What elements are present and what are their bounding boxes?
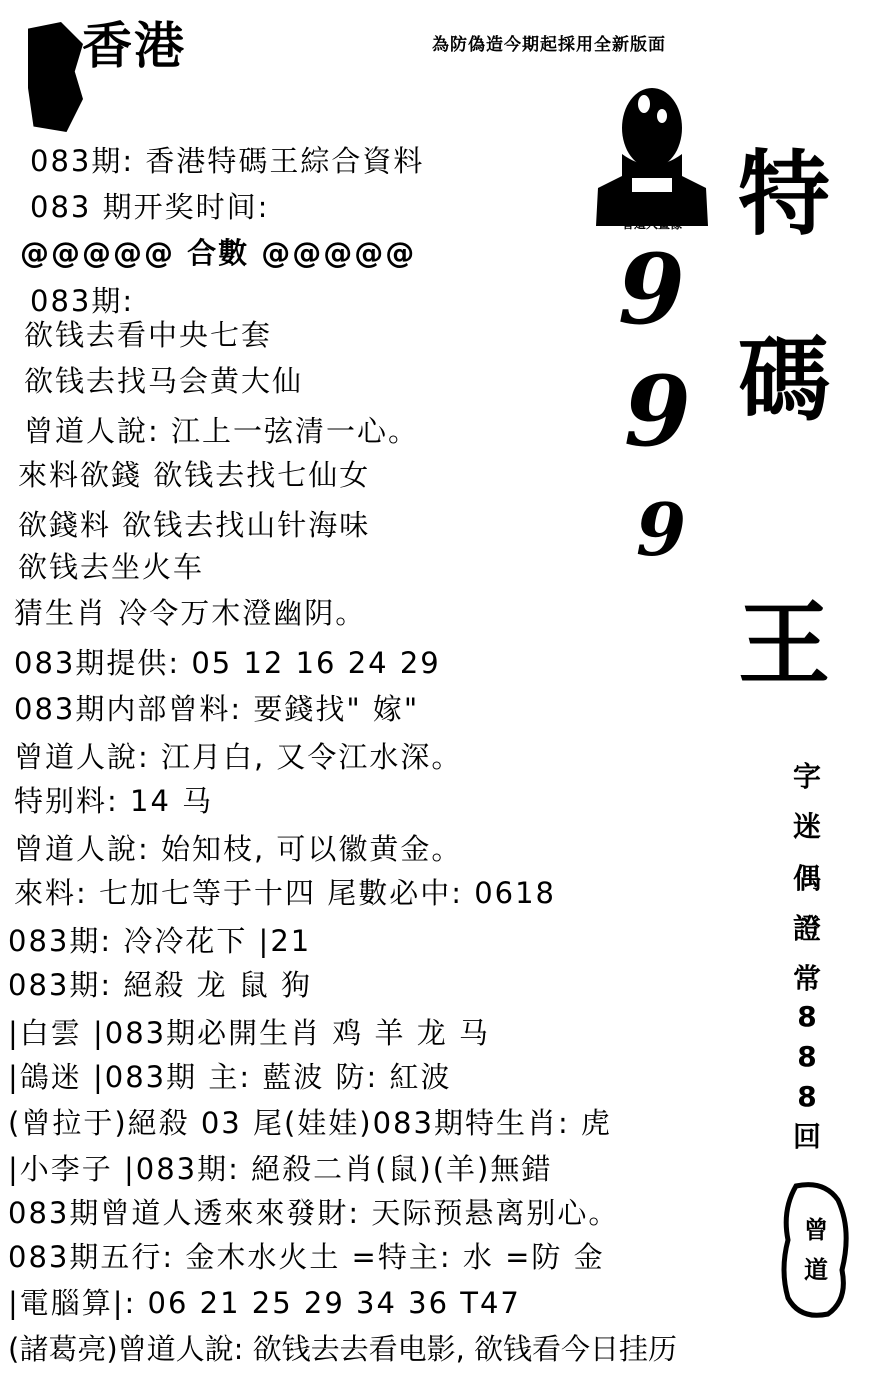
vertical-char-9: 回 [792, 1120, 821, 1153]
title-char-te: 特 [738, 141, 831, 248]
text-line-9: 欲錢料 欲钱去找山针海味 [18, 508, 371, 542]
vertical-char-2: 迷 [792, 810, 821, 843]
text-line-18: 083期: 冷冷花下 |21 [8, 924, 312, 958]
big-digit-1: 9 [618, 233, 685, 346]
title-char-wang: 王 [738, 591, 831, 698]
text-line-7: 曾道人說: 江上一弦清一心。 [24, 414, 419, 448]
vertical-char-1: 字 [792, 760, 821, 793]
vertical-char-8: 8 [797, 1080, 817, 1113]
text-line-4: 083期: [30, 284, 135, 318]
text-line-25: 083期五行: 金木水火土 =特主: 水 =防 金 [8, 1240, 605, 1274]
vertical-char-7: 8 [797, 1040, 817, 1073]
text-line-8: 來料欲錢 欲钱去找七仙女 [18, 458, 371, 492]
text-line-13: 083期内部曾料: 要錢找" 嫁" [14, 692, 420, 726]
logo-text: 香港 [82, 17, 186, 75]
text-line-5: 欲钱去看中央七套 [24, 318, 273, 352]
portrait-image [596, 76, 708, 236]
text-line-3: @@@@@ 合數 @@@@@ [20, 236, 417, 270]
logo-ink-mark [28, 22, 83, 132]
big-digit-3: 9 [636, 487, 687, 572]
vertical-char-6: 8 [797, 1000, 817, 1033]
svg-text:曾: 曾 [804, 1216, 828, 1244]
vertical-char-5: 常 [792, 962, 821, 995]
text-line-24: 083期曾道人透來來發財: 天际预悬离别心。 [8, 1196, 620, 1230]
hong-kong-logo [20, 14, 195, 134]
text-line-26: |電腦算|: 06 21 25 29 34 36 T47 [8, 1286, 521, 1320]
title-char-ma: 碼 [738, 327, 831, 434]
text-line-17: 來料: 七加七等于十四 尾數必中: 0618 [14, 876, 556, 910]
text-line-6: 欲钱去找马会黄大仙 [24, 364, 304, 398]
text-line-14: 曾道人說: 江月白, 又令江水深。 [14, 740, 463, 774]
anti-counterfeit-note: 為防偽造今期起採用全新版面 [432, 35, 666, 55]
svg-text:道: 道 [804, 1256, 828, 1284]
text-line-12: 083期提供: 05 12 16 24 29 [14, 646, 441, 680]
text-line-1: 083期: 香港特碼王綜合資料 [30, 144, 425, 178]
text-line-22: (曾拉于)絕殺 03 尾(娃娃)083期特生肖: 虎 [8, 1106, 612, 1140]
text-line-20: |白雲 |083期必開生肖 鸡 羊 龙 马 [8, 1016, 490, 1050]
vertical-char-3: 偶 [792, 862, 821, 895]
text-line-11: 猜生肖 冷令万木澄幽阴。 [14, 596, 367, 630]
text-line-23: |小李子 |083期: 絕殺二肖(鼠)(羊)無錯 [8, 1152, 553, 1186]
portrait-caption: 曾道人畫像 [621, 217, 682, 231]
text-line-19: 083期: 絕殺 龙 鼠 狗 [8, 968, 312, 1002]
text-line-27: (諸葛亮)曾道人說: 欲钱去去看电影, 欲钱看今日挂历 [8, 1332, 678, 1366]
vertical-char-4: 證 [792, 912, 821, 945]
seal-stamp [778, 1180, 854, 1320]
text-line-15: 特别料: 14 马 [14, 784, 214, 818]
text-line-16: 曾道人說: 始知枝, 可以徽黄金。 [14, 832, 463, 866]
big-digit-2: 9 [624, 355, 691, 468]
text-line-2: 083 期开奖时间: [30, 190, 270, 224]
text-line-21: |鴿迷 |083期 主: 藍波 防: 紅波 [8, 1060, 452, 1094]
text-line-10: 欲钱去坐火车 [18, 550, 205, 584]
